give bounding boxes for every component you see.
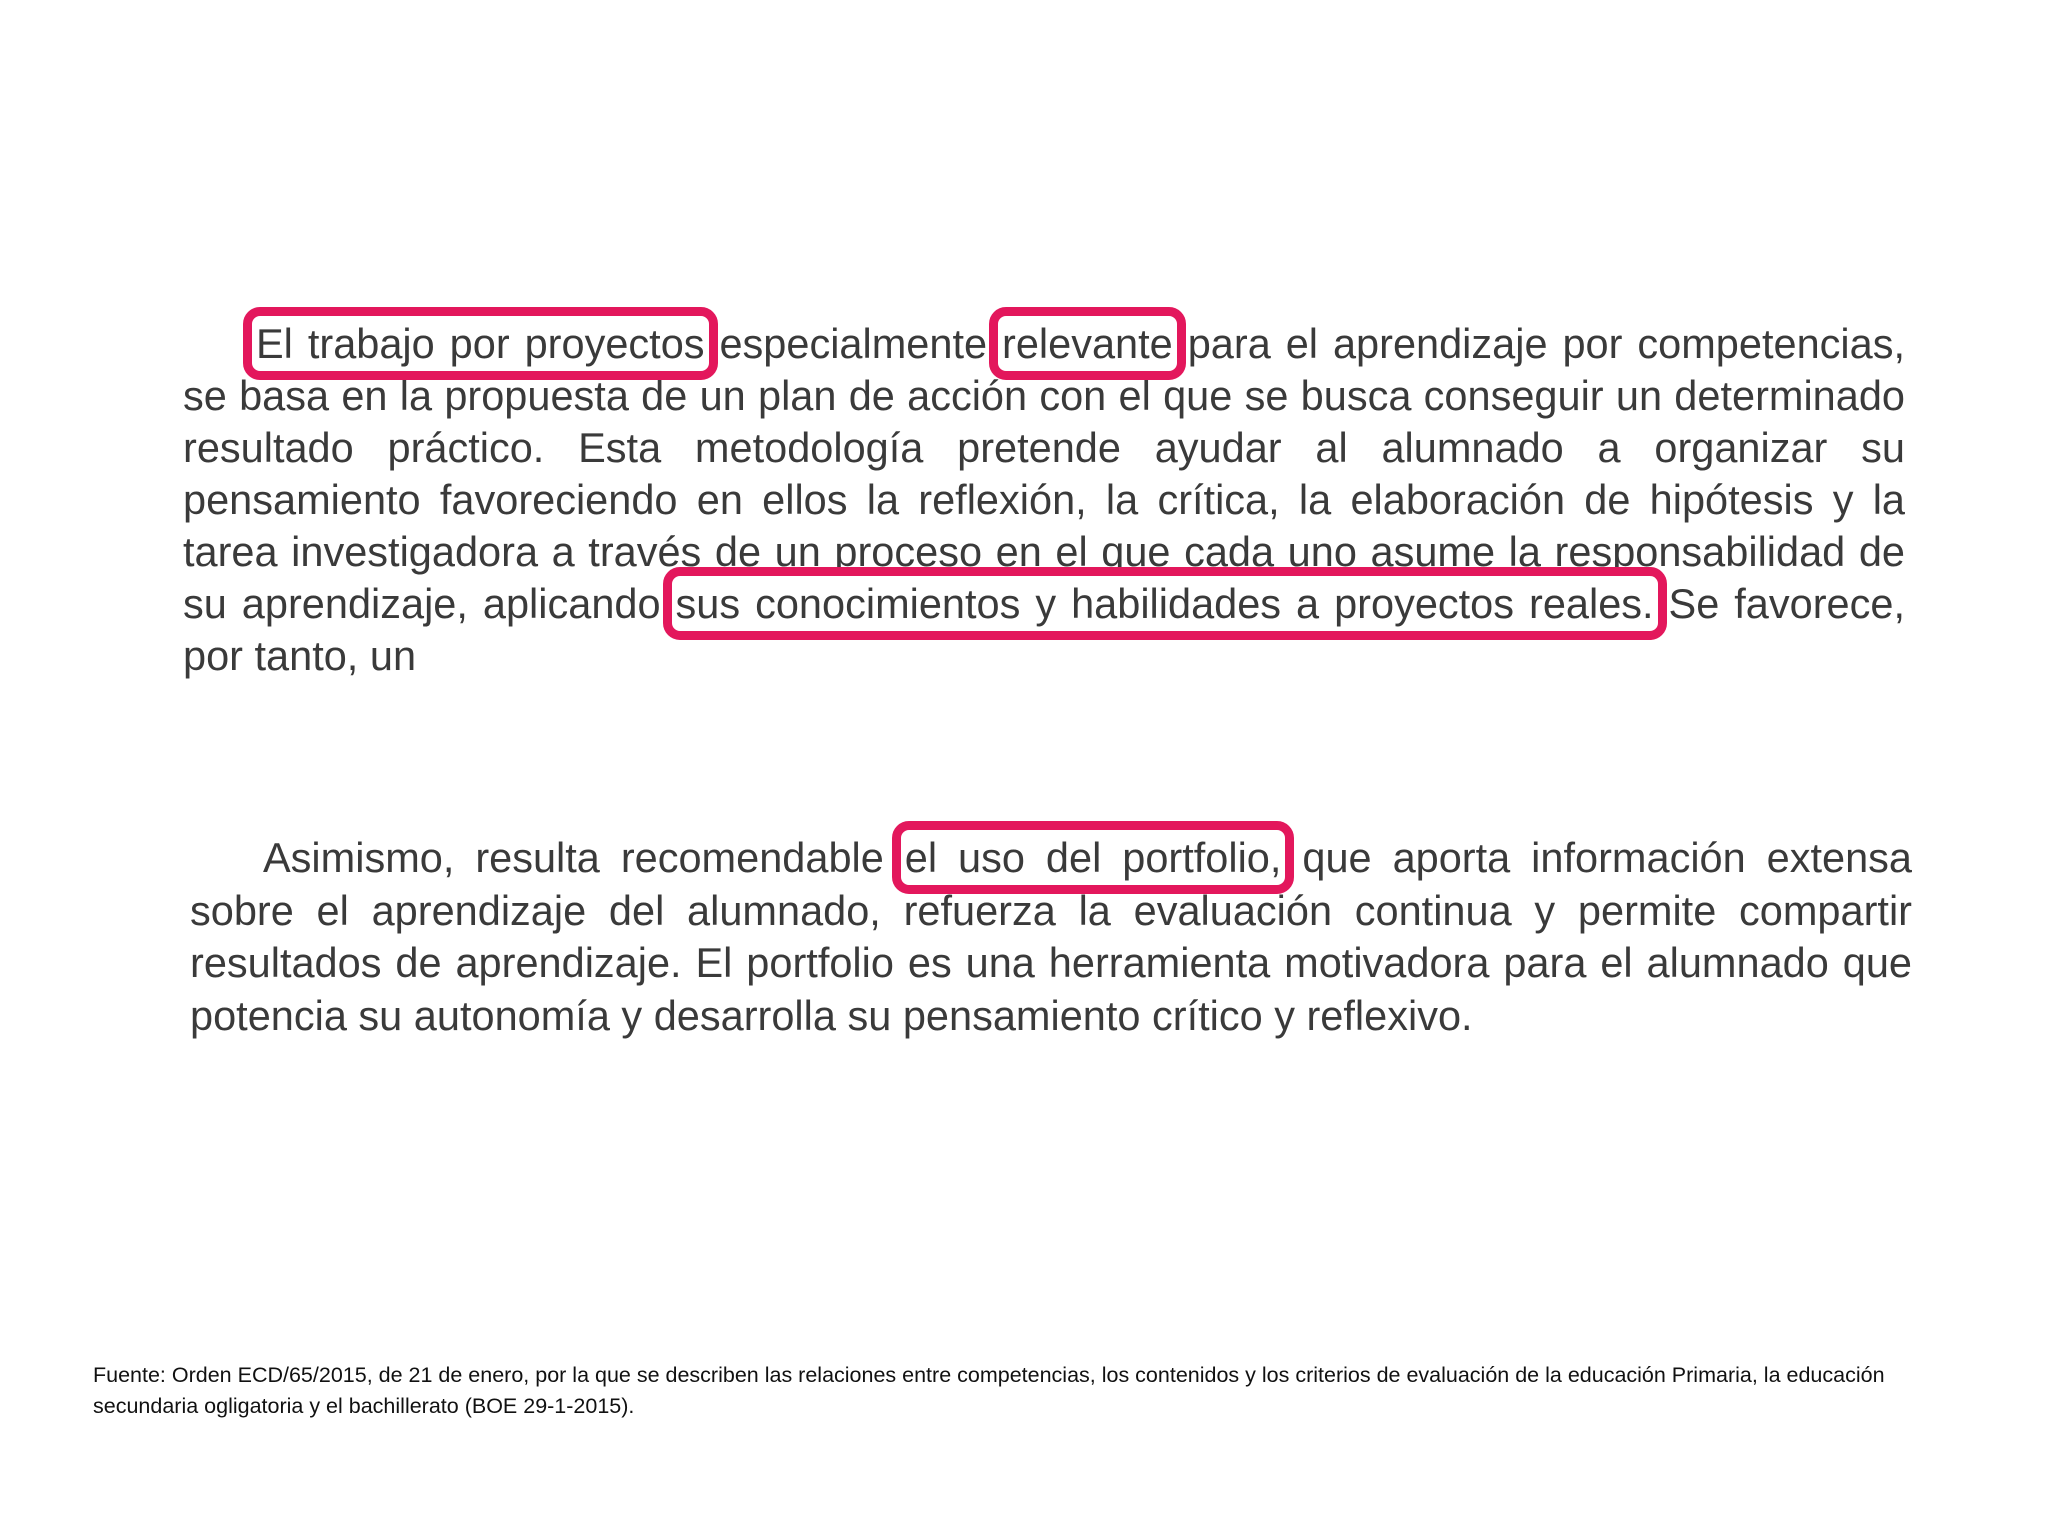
paragraph-portfolio: [190, 832, 1912, 1043]
paragraph-projects: [183, 318, 1905, 682]
source-note: Fuente: Orden ECD/65/2015, de 21 de enero, por la que se describen las relaciones entre competencias, los contenidos y los criterios de evaluación de la educación Primaria, la educación secundaria ogligatoria y el bachillerato (BOE 29-1-2015).: [93, 1363, 1885, 1418]
highlight-uso-del-portfolio: el uso del portfolio,: [904, 834, 1282, 881]
highlight-trabajo-por-proyectos: El trabajo por proyectos: [256, 320, 705, 367]
paragraph-text: Asimismo, resulta recomendable: [263, 834, 905, 881]
paragraph-text: para el aprendizaje por competencias, se basa en la propuesta de un plan de acción con el que se busca conseguir un determinado resultado práctico. Esta metodología pretende ayudar al alumnado a organizar su pensamiento favoreciendo en ellos la reflexión, la crítica, la elaboración de hipótesis y la tarea investigadora a través de un proceso en el que cada uno asume la responsabilidad de su aprendizaje, aplicando: [183, 320, 1905, 627]
highlight-relevante: relevante: [1002, 320, 1173, 367]
paragraph-text: Se favorece, por tanto, un: [183, 580, 1905, 679]
highlight-conocimientos-habilidades: sus conocimientos y habilidades a proyectos reales.: [675, 580, 1654, 627]
paragraph-text: especialmente: [704, 320, 1003, 367]
paragraph-text: que aporta información extensa sobre el aprendizaje del alumnado, refuerza la evaluación continua y permite compartir resultados de aprendizaje. El portfolio es una herramienta motivadora para el alumnado que potencia su autonomía y desarrolla su pensamiento crítico y reflexivo.: [190, 834, 1912, 1040]
